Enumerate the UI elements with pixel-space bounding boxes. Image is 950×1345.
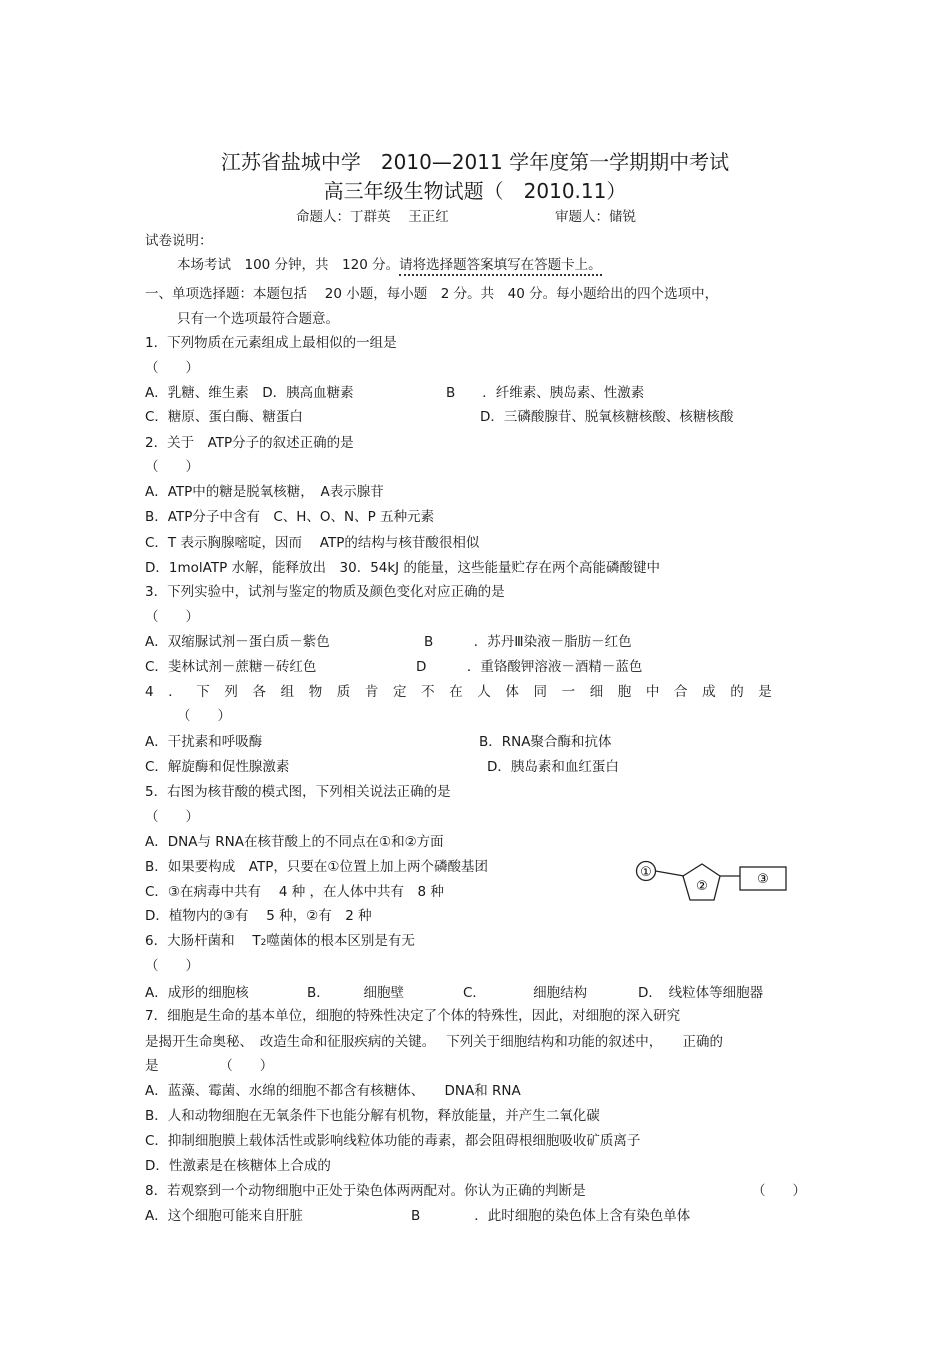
q5-option-b: B．如果要构成 ATP，只要在①位置上加上两个磷酸基团 [145,859,488,875]
q3-option-a: A．双缩脲试剂－蛋白质－紫色 [145,634,330,650]
q6-option-d: D． 线粒体等细胞器 [638,985,764,1001]
authors: 命题人：丁群英 王正红 [296,209,449,225]
nucleotide-diagram [634,856,794,906]
q7-option-a: A．蓝藻、霉菌、水绵的细胞不都含有核糖体、 DNA和 RNA [145,1083,521,1099]
q5-option-a: A．DNA与 RNA在核苷酸上的不同点在①和②方面 [145,834,444,850]
q3-stem: 3．下列实验中，试剂与鉴定的物质及颜色变化对应正确的是 [145,584,505,600]
section1-heading: 一、单项选择题：本题包括 20 小题，每小题 2 分。共 40 分。每小题给出的四个选项中， [145,286,719,302]
q1-option-a: A．乳糖、维生素 D．胰高血糖素 [145,385,354,401]
exam-title: 江苏省盐城中学 2010—2011 学年度第一学期期中考试 [220,150,730,174]
q6-answer-paren: （ ） [145,958,199,974]
q1-answer-paren: （ ） [145,360,199,376]
q4-option-d: D．胰岛素和血红蛋白 [487,759,619,775]
phosphate-label: ① [640,865,652,880]
q4-answer-paren: （ ） [177,708,231,724]
q1-option-b: B ．纤维素、胰岛素、性激素 [446,385,645,401]
q2-option-a: A．ATP中的糖是脱氧核糖， A表示腺苷 [145,484,384,500]
q6-stem [145,932,415,952]
q7-option-d: D．性激素是在核糖体上合成的 [145,1158,331,1174]
q8-option-a: A．这个细胞可能来自肝脏 [145,1208,303,1224]
q2-option-c: C．T 表示胸腺嘧啶，因而 ATP的结构与核苷酸很相似 [145,535,480,551]
q3-answer-paren: （ ） [145,609,199,625]
reviewer: 审题人：储锐 [555,209,636,225]
base-label: ③ [757,872,769,887]
q1-option-c: C．糖原、蛋白酶、糖蛋白 [145,409,303,425]
exam-subtitle: 高三年级生物试题（ 2010.11） [323,179,627,203]
q7-stem-line3: 是 （ ） [145,1058,274,1074]
q2-answer-paren: （ ） [145,459,199,475]
nitrogenous-base [740,867,786,890]
q1-stem: 1．下列物质在元素组成上最相似的一组是 [145,335,397,351]
pentose-sugar [683,864,720,900]
q2-stem: 2．关于 ATP分子的叙述正确的是 [145,435,354,451]
q5-option-d: D．植物内的③有 5 种，②有 2 种 [145,908,372,924]
pentose-label: ② [696,879,708,894]
phosphate-bond [656,871,685,876]
q8-answer-paren: （ ） [752,1183,806,1199]
notice-time: 本场考试 100 分钟，共 120 分。 [177,257,400,273]
q6-stem-end: 噬菌体的根本区别是有无 [266,933,415,949]
notice-emphasis: 请将选择题答案填写在答题卡上。 [399,257,602,276]
q3-option-b: B ．苏丹Ⅲ染液－脂肪－红色 [424,634,632,650]
q2-option-d: D．1molATP 水解，能释放出 30．54kJ 的能量，这些能量贮存在两个高能磷酸键中 [145,560,660,576]
q8-stem: 8．若观察到一个动物细胞中正处于染色体两两配对。你认为正确的判断是 [145,1183,586,1199]
q7-stem-line1: 7．细胞是生命的基本单位，细胞的特殊性决定了个体的特殊性，因此，对细胞的深入研究 [145,1008,681,1024]
q4-stem: 4．下列各组物质肯定不在人体同一细胞中合成的是 [145,684,787,700]
q6-stem-start: 6．大肠杆菌和 T [145,933,261,949]
q5-option-c: C．③在病毒中共有 4 种 ，在人体中共有 8 种 [145,884,444,900]
q4-option-b: B．RNA聚合酶和抗体 [479,734,612,750]
q4-option-c: C．解旋酶和促性腺激素 [145,759,290,775]
q2-option-b: B．ATP分子中含有 C、H、O、N、P 五种元素 [145,509,435,525]
notice-text [177,256,602,274]
q6-option-c: C． 细胞结构 [463,985,588,1001]
q3-option-c: C．斐林试剂－蔗糖－砖红色 [145,659,317,675]
q1-option-d: D．三磷酸腺苷、脱氧核糖核酸、核糖核酸 [480,409,734,425]
q3-option-d: D ．重铬酸钾溶液－酒精－蓝色 [416,659,643,675]
q6-option-b: B． 细胞壁 [307,985,405,1001]
q5-answer-paren: （ ） [145,809,199,825]
notice-label: 试卷说明： [145,233,213,249]
q7-stem-line2: 是揭开生命奥秘、 改造生命和征服疾病的关键。 下列关于细胞结构和功能的叙述中， 正确的 [145,1034,724,1050]
q5-stem: 5．右图为核苷酸的模式图，下列相关说法正确的是 [145,784,451,800]
q6-option-a: A．成形的细胞核 [145,985,249,1001]
q7-option-b: B．人和动物细胞在无氧条件下也能分解有机物，释放能量，并产生二氧化碳 [145,1108,600,1124]
q8-option-b: B ．此时细胞的染色体上含有染色单体 [411,1208,691,1224]
q4-option-a: A．干扰素和呼吸酶 [145,734,263,750]
q7-option-c: C．抑制细胞膜上载体活性或影响线粒体功能的毒素，都会阻碍根细胞吸收矿质离子 [145,1133,641,1149]
q6-subscript: 2 [260,938,267,948]
section1-note: 只有一个选项最符合题意。 [177,311,339,327]
phosphate-group [637,862,656,881]
